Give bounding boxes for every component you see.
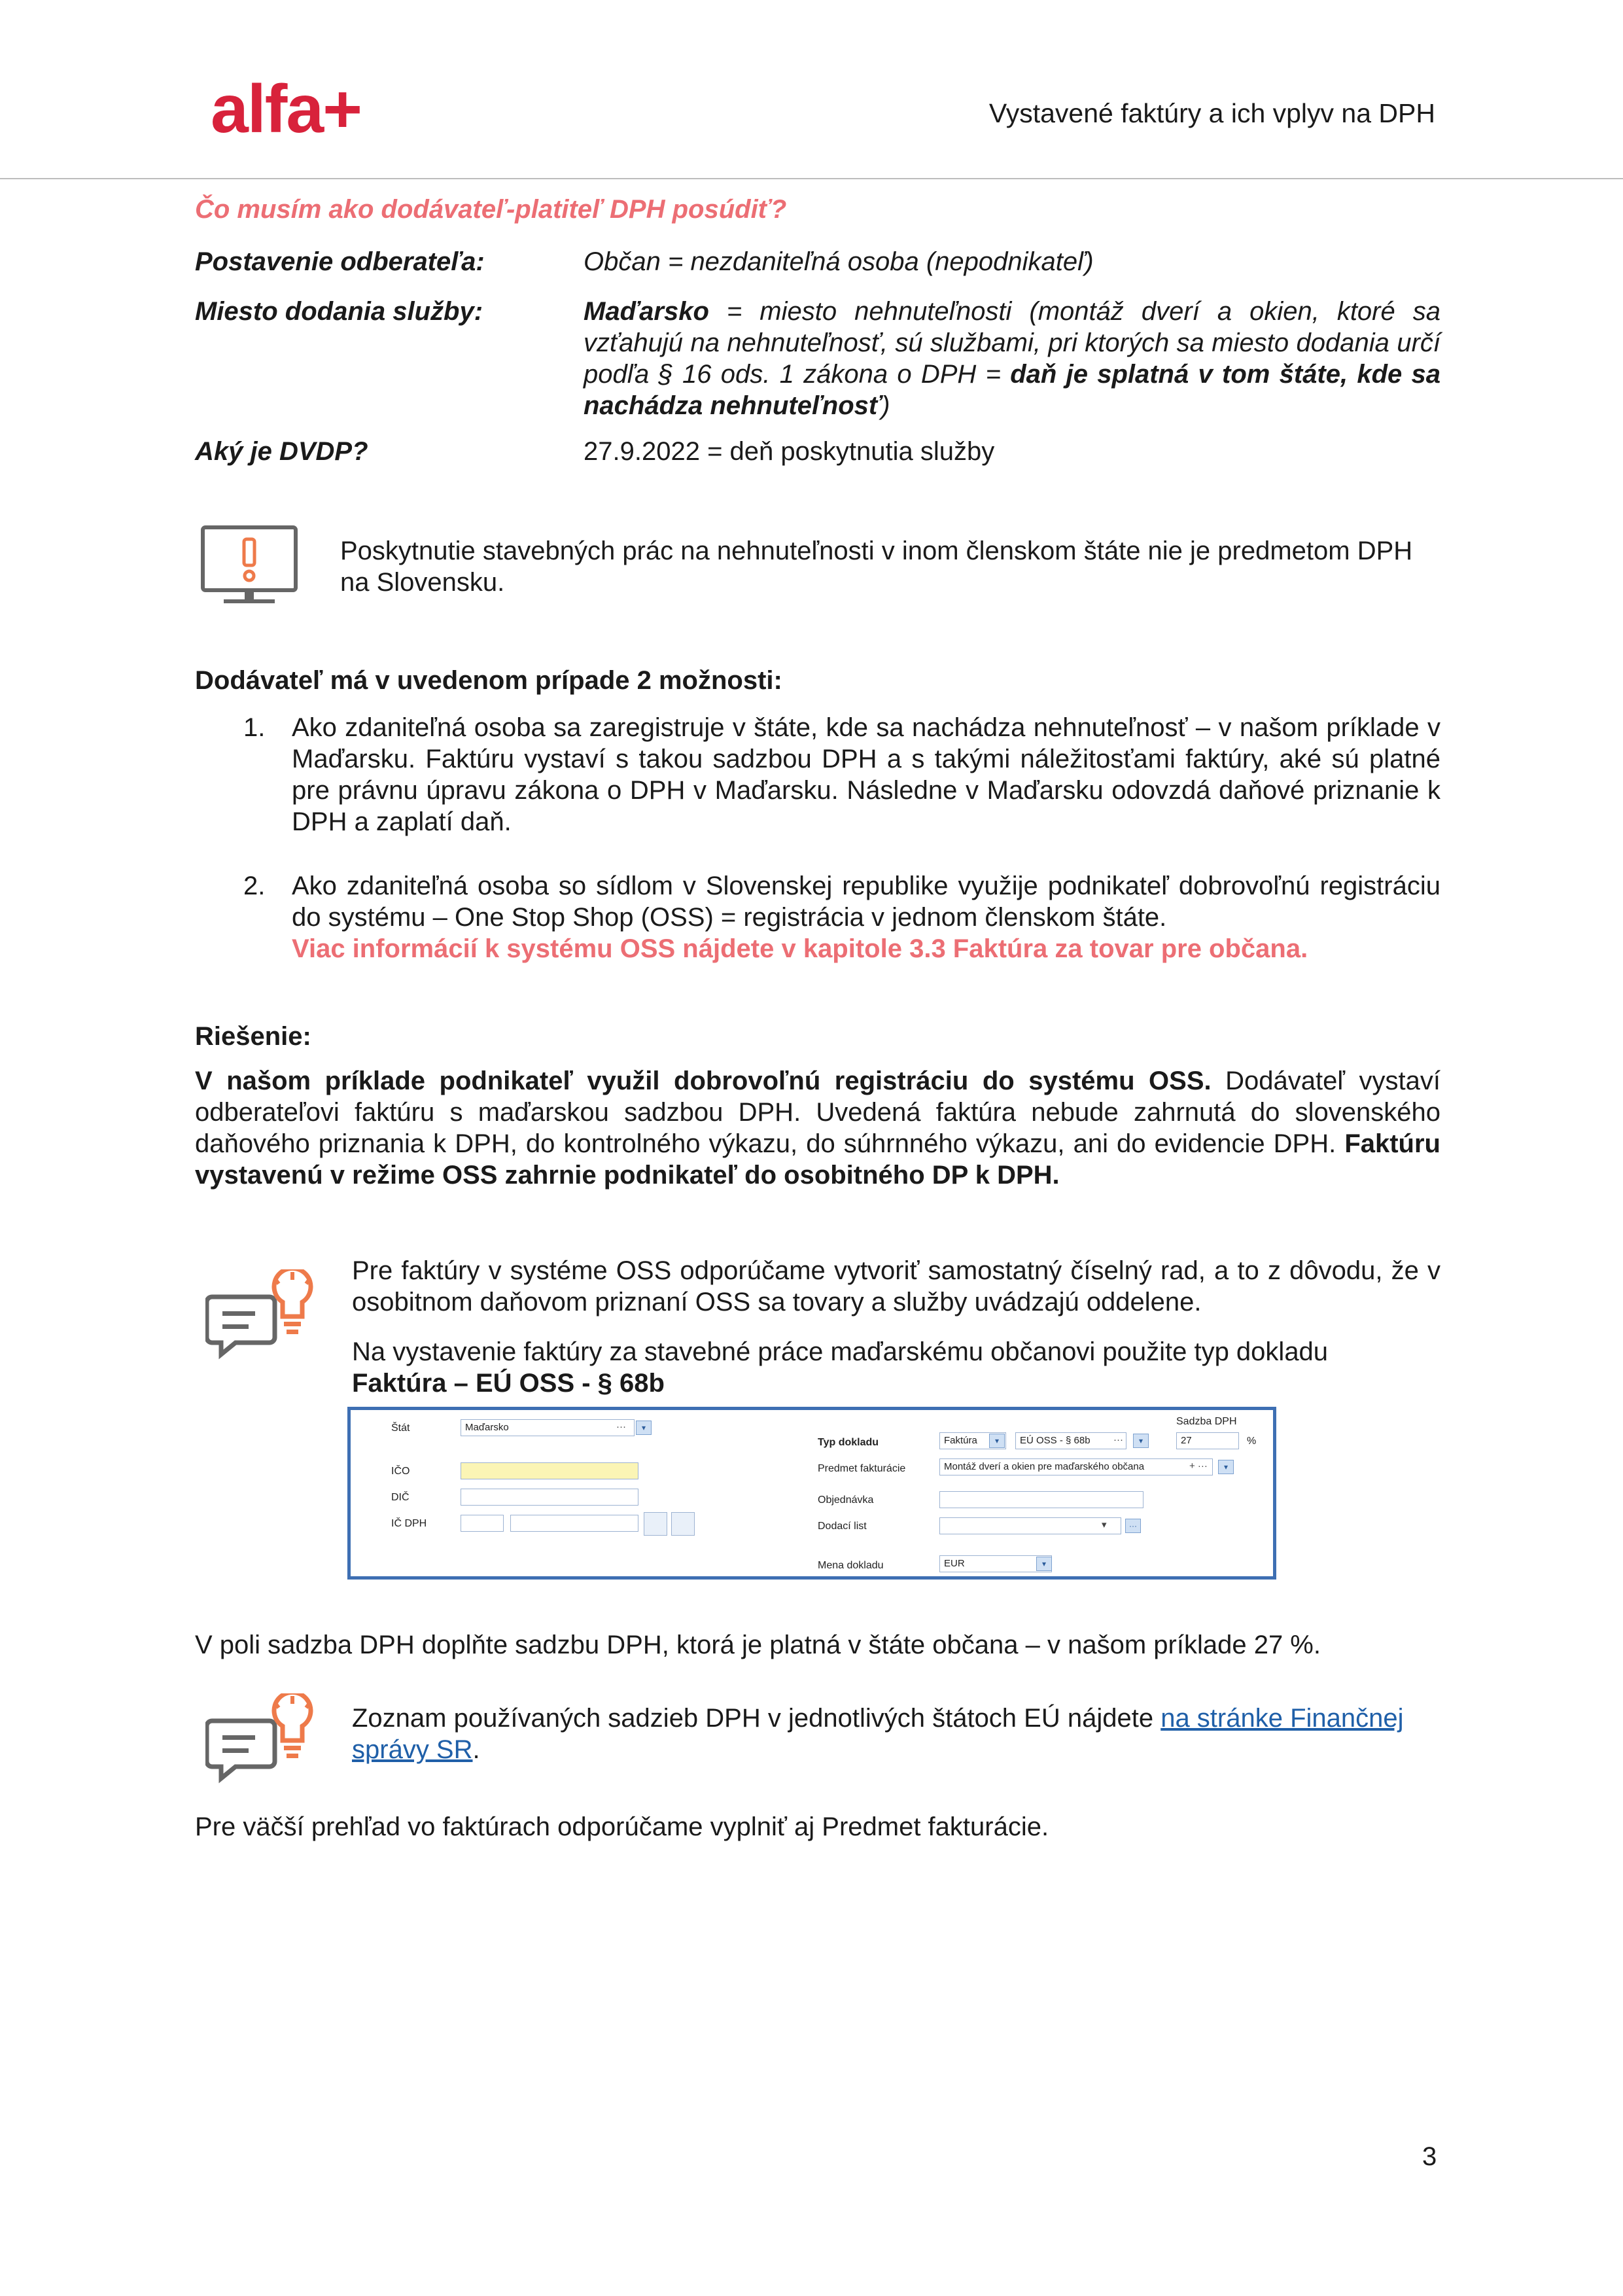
document-type-label: Typ dokladu	[818, 1437, 879, 1448]
document-subtype-more-icon[interactable]: ···	[1113, 1434, 1123, 1445]
row-value-dvdp: 27.9.2022 = deň poskytnutia služby	[584, 437, 995, 466]
tip-document-type-name: Faktúra – EÚ OSS - § 68b	[352, 1369, 665, 1398]
solution-lead: V našom príklade podnikateľ využil dobrovoľnú registráciu do systému OSS.	[195, 1067, 1212, 1095]
vat-rate-note: V poli sadzba DPH doplňte sadzbu DPH, ktorá je platná v štáte občana – v našom príklade 27 %.	[195, 1631, 1321, 1659]
place-close: )	[881, 391, 890, 420]
country-dropdown-icon[interactable]: ▾	[636, 1421, 652, 1435]
currency-field[interactable]: EUR	[939, 1555, 1052, 1572]
solution-paragraph	[195, 1065, 1440, 1191]
invoice-form-screenshot	[347, 1407, 1276, 1580]
lookup-register-icon[interactable]	[644, 1512, 667, 1536]
final-recommendation: Pre väčší prehľad vo faktúrach odporúčame vyplniť aj Predmet fakturácie.	[195, 1812, 1049, 1841]
subject-label: Predmet fakturácie	[818, 1463, 906, 1474]
document-subtype-dropdown-icon[interactable]: ▾	[1133, 1434, 1149, 1448]
document-type-field[interactable]: Faktúra	[939, 1432, 1006, 1449]
options-heading: Dodávateľ má v uvedenom prípade 2 možnosti:	[195, 666, 782, 695]
document-subtype-field[interactable]: EÚ OSS - § 68b	[1015, 1432, 1126, 1449]
ico-label: IČO	[391, 1466, 410, 1477]
tip-vat-rates-text: Zoznam používaných sadzieb DPH v jednotlivých štátoch EÚ nájdete	[352, 1704, 1161, 1733]
tip-vat-rates-end: .	[472, 1735, 480, 1764]
monitor-warning-icon	[200, 525, 298, 609]
lightbulb-chat-icon	[205, 1269, 317, 1361]
delivery-note-toggle-icon[interactable]: ▾	[1102, 1519, 1107, 1530]
subject-more-icon[interactable]: + ···	[1189, 1460, 1208, 1472]
country-more-icon[interactable]: ···	[616, 1421, 626, 1432]
brand-logo: alfa+	[211, 71, 361, 147]
ico-field[interactable]	[461, 1462, 638, 1479]
solution-body: Dodávateľ vystaví odberateľovi faktúru s maďarskou sadzbou DPH. Uvedená faktúra nebude zahrnutá do slovenského daňového priznania k DPH, do kontrolného výkazu, do súhrnného výkazu, ani do evidencie DPH.	[195, 1067, 1440, 1158]
place-explanation: = miesto nehnuteľnosti (montáž dverí a okien, ktoré sa vzťahujú na nehnuteľnosť, sú službami, pri ktorých sa miesto dodania určí podľa § 16 ods. 1 zákona o DPH =	[584, 297, 1440, 389]
icdph-prefix-field[interactable]	[461, 1515, 504, 1532]
tip-vat-rates-list	[352, 1703, 1440, 1765]
dic-label: DIČ	[391, 1492, 410, 1503]
delivery-note-label: Dodací list	[818, 1521, 867, 1532]
country-label: Štát	[391, 1422, 410, 1434]
oss-reference-link[interactable]: Viac informácií k systému OSS nájdete v kapitole 3.3 Faktúra za tovar pre občana.	[292, 934, 1308, 963]
order-field[interactable]	[939, 1491, 1143, 1508]
subject-field[interactable]: Montáž dverí a okien pre maďarského občana	[939, 1458, 1213, 1475]
option-2-text: Ako zdaniteľná osoba so sídlom v Slovenskej republike využije podnikateľ dobrovoľnú registráciu do systému – One Stop Shop (OSS) = registrácia v jednom členskom štáte.	[292, 872, 1440, 932]
option-1-text: Ako zdaniteľná osoba sa zaregistruje v štáte, kde sa nachádza nehnuteľnosť – v našom príklade v Maďarsku. Faktúru vystaví s takou sadzbou DPH a s takými náležitosťami faktúry, aké sú platné pre právnu úpravu zákona o DPH v Maďarsku. Následne v Maďarsku odovzdá daňové priznanie k DPH a zaplatí daň.	[292, 713, 1440, 836]
dic-field[interactable]	[461, 1489, 638, 1506]
lookup-vat-icon[interactable]	[671, 1512, 695, 1536]
order-label: Objednávka	[818, 1494, 874, 1506]
delivery-note-field[interactable]	[939, 1517, 1121, 1534]
place-country: Maďarsko	[584, 297, 709, 326]
subject-dropdown-icon[interactable]: ▾	[1218, 1460, 1234, 1474]
notice-not-subject-to-vat: Poskytnutie stavebných prác na nehnuteľnosti v inom členskom štáte nie je predmetom DPH na Slovensku.	[340, 537, 1413, 597]
option-2-number: 2.	[243, 872, 266, 900]
document-type-dropdown-icon[interactable]: ▾	[989, 1434, 1005, 1448]
lightbulb-chat-icon	[205, 1693, 317, 1785]
financial-administration-link[interactable]: na stránke Finančnej správy SR	[352, 1704, 1404, 1764]
row-label-customer-status: Postavenie odberateľa:	[195, 247, 485, 276]
row-value-customer-status: Občan = nezdaniteľná osoba (nepodnikateľ)	[584, 247, 1094, 276]
icdph-label: IČ DPH	[391, 1518, 427, 1529]
option-1-number: 1.	[243, 713, 266, 742]
vat-rate-label: Sadzba DPH	[1176, 1416, 1237, 1427]
row-label-dvdp: Aký je DVDP?	[195, 437, 368, 466]
delivery-note-more-icon[interactable]: ···	[1125, 1519, 1141, 1533]
vat-rate-field[interactable]: 27	[1176, 1432, 1239, 1449]
document-title: Vystavené faktúry a ich vplyv na DPH	[988, 98, 1435, 128]
vat-rate-percent: %	[1247, 1436, 1257, 1447]
tip-document-type: Na vystavenie faktúry za stavebné práce maďarskému občanovi použite typ dokladu	[352, 1337, 1329, 1366]
solution-conclusion: Faktúru vystavenú v režime OSS zahrnie podnikateľ do osobitného DP k DPH.	[195, 1129, 1440, 1190]
question-heading: Čo musím ako dodávateľ-platiteľ DPH posúdiť?	[195, 195, 787, 224]
place-tax-note: daň je splatná v tom štáte, kde sa nachádza nehnuteľnosť	[584, 360, 1441, 420]
country-field[interactable]: Maďarsko	[461, 1419, 635, 1436]
currency-label: Mena dokladu	[818, 1560, 884, 1571]
icdph-number-field[interactable]	[510, 1515, 638, 1532]
row-label-place-of-supply: Miesto dodania služby:	[195, 297, 483, 326]
page-number: 3	[1422, 2142, 1437, 2171]
tip-number-series: Pre faktúry v systéme OSS odporúčame vytvoriť samostatný číselný rad, a to z dôvodu, že v osobitnom daňovom priznaní OSS sa tovary a služby uvádzajú oddelene.	[352, 1256, 1440, 1316]
solution-heading: Riešenie:	[195, 1022, 311, 1051]
row-value-place-of-supply	[584, 296, 1440, 421]
currency-dropdown-icon[interactable]: ▾	[1036, 1557, 1052, 1571]
header-divider	[0, 178, 1623, 179]
